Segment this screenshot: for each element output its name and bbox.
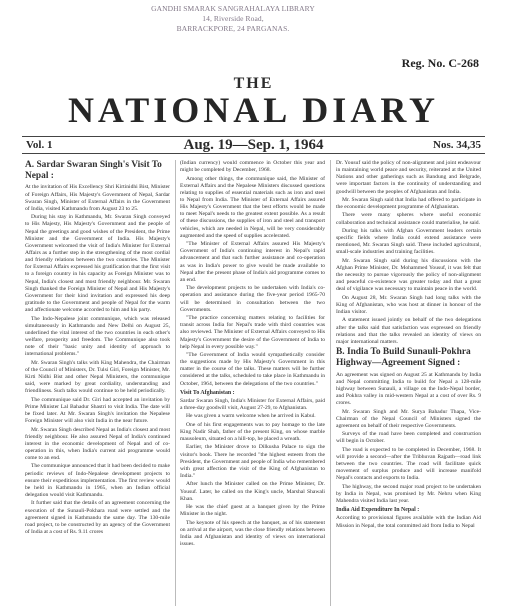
library-stamp [138,4,328,44]
lead-paragraph: At the invitation of His Excellency Shri Kirtinidhi Bist, Minister of Foreign Affairs, His Majesty's Government of Nepal, Sardar Swaran Singh, Minister of External Affairs in the Government of India, visited Kathmandu from August 23 to 25. [25,184,170,212]
paragraph: "The Government of India would sympathetically consider the suggestions made by His Majesty's Government in this matter in the course of the talks. These matters will be further considered at the talks, scheduled to take place in Kathmandu in October, 1964, between the delegations of the two countries." [180,352,325,387]
paragraph: Earlier, the Minister drove to Dilkusha Palace to sign the visitor's book. There he recorded "the highest esteem from the President, the Government and people of India who remembered with great affection the visit of the King of Afghanistan to India." [180,444,325,480]
paragraph: During his talks with Afghan Government leaders certain specific fields where India could extend assistance were mentioned, Mr. Swaran Singh said. These included agricultural, small-scale industries and training facilities. [336,227,481,256]
masthead-kicker: THE [233,75,274,92]
paragraph: During his stay in Kathmandu, Mr. Swaran Singh conveyed to His Majesty, His Majesty's Government and the people of Nepal the greetings and good wishes of the President, the Prime Minister and the Government of India. His Majesty's Government welcomed the visit of India's Minister for External Affairs as a further step in the strengthening of the most cordial and friendly relations between the two countries. The Minister for External Affairs expressed his gratification that the first visit to a foreign country in his capacity as Foreign Minister was to Nepal, India's closest and most friendly neighbour. Mr. Swaran Singh thanked the Foreign Minister of Nepal and His Majesty's Government for their kind invitation and expressed his deep gratitude to the Government and people of Nepal for the warm and affectionate welcome accorded to him and his party. [25,214,170,314]
masthead-rule-bottom [22,153,485,154]
paragraph: According to provisional figures available with the Indian Aid Mission in Nepal, the total committed aid from India to Nepal [336,515,481,529]
paragraph: Among other things, the communique said, the Minister of External Affairs and the Nepalese Ministers discussed questions relating to supplies of essential materials such as iron and steel to Nepal from India. The Minister of External Affairs assured His Majesty's Government that the best efforts would be made to meet Nepal's needs to the greatest extent possible. As a result of these discussions, the supplies of iron and steel and transport vehicles, which are needed in Nepal, will be very considerably augmented and the speed of supplies accelerated. [180,175,325,239]
paragraph: Sardar Swaran Singh, India's Minister for External Affairs, paid a three-day goodwill visit, August 27-29, to Afghanistan. [180,397,325,412]
column-2 [180,160,325,606]
paragraph: Surveys of the road have been completed and construction will begin in October. [336,431,481,445]
registration-number: Reg. No. C-268 [401,56,479,70]
subhead-india-aid-expenditure: India Aid Expenditure In Nepal : [336,507,420,514]
paragraph: One of his first engagements was to pay homage to the late King Nadir Shah, father of the present King, on whose marble mausoleum, situated on a hill-top, he placed a wreath. [180,421,325,443]
paragraph: The highway, the second major road project to be undertaken by India in Nepal, was promised by Mr. Nehru when King Mahendra visited India last year. [336,483,481,505]
headline-nepal-visit: A. Sardar Swaran Singh's Visit To Nepal : [25,160,162,182]
paragraph: Mr. Swaran Singh said that India had offered to participate in the economic development programme of Afghanistan. [336,196,481,211]
stamp-line-1: GANDHI SMARAK SANGRAHALAYA LIBRARY [151,4,315,13]
headline-sunauli-pokhra-highway: B. India To Build Sunauli-Pokhra Highway—Agreement Signed : [336,347,471,369]
paragraph: Mr. Swaran Singh and Mr. Surya Bahadur Thapa, Vice-Chairman of the Nepal Council of Ministers signed the agreement on behalf of their respective Governments. [336,408,481,429]
paragraph: The communique announced that it had been decided to make periodic reviews of Indo-Nepalese development projects to ensure their expeditious implementation. The first review would be held in Kathmandu in 1965, when an Indian official delegation would visit Kathmandu. [25,463,170,499]
paragraph: Dr. Yousuf said the policy of non-alignment and joint endeavour in maintaining world peace and security, reiterated at the United Nations and other gatherings such as Bandung and Belgrade, were important factors in the continuity of understanding and goodwill between the peoples of Afghanistan and India. [336,160,481,195]
paragraph: Mr. Swaran Singh's talks with King Mahendra, the Chairman of the Council of Ministers, Dr. Tulsi Giri, Foreign Minister, Mr. Kirti Nidhi Bist and other Nepal Ministers, the communique said, were marked by great cordiality, understanding and friendliness. Such talks would continue to be held periodically. [25,359,170,395]
issue-numbers: Nos. 34,35 [433,139,481,151]
column-1 [25,160,170,606]
paragraph: The Indo-Nepalese joint communique, which was released simultaneously in Kathmandu and New Delhi on August 25, underlined the vital interest of the two countries in each other's welfare, prosperity and freedom. The Communique also took note of their "basic unity and identity of approach to international problems." [25,315,170,358]
paragraph: An agreement was signed on August 25 at Kathmandu by India and Nepal committing India to build for Nepal a 128-mile highway between Sunauli, a village on the Indo-Nepal border, and Pokhra valley in mid-western Nepal at a cost of over Rs. 9 crores. [336,371,481,407]
paragraph: On August 28, Mr. Swaran Singh had long talks with the King of Afghanistan, who was host at dinner in honour of the Indian visitor. [336,294,481,316]
paragraph: There were many spheres where useful economic collaboration and technical assistance could materialise, he said. [336,212,481,226]
paragraph: The keynote of his speech at the banquet, as of his statement on arrival at the airport, was the close friendly relations between India and Afghanistan and identity of views on international issues. [180,519,325,548]
paragraph: (Indian currency) would commence in October this year and might be completed by December, 1968. [180,160,325,174]
paragraph: It further said that the details of an agreement concerning the execution of the Sunauli-Pokhara road were settled and the agreement signed in Kathmandu the same day. The 130-mile road project, to be constructed by an agency of the Government of India at a cost of Rs. 9.11 crores [25,500,170,536]
issue-volume: Vol. 1 [26,139,53,151]
article-columns [25,160,482,606]
paragraph: Mr. Swaran Singh said during his discussions with the Afghan Prime Minister, Dr. Mohammed Yousuf, it was felt that the necessity to pursue vigorously the policy of non-alignment and peaceful co-existence was greater today and that a great deal of vigilance was necessary to maintain peace in the world. [336,257,481,293]
paragraph: The road is expected to be completed in December, 1968. It will provide a second—after the Tribhuvan Rajpath—road link between the two countries. The road will facilitate quick movement of surplus produce and will increase manifold Nepal's contacts and exports to India. [336,446,481,482]
subhead-afghanistan-visit: Visit To Afghanistan : [180,389,235,396]
paragraph: "The practice concerning matters relating to facilities for transit across India for Nepal's trade with third countries was also reviewed. The Minister of External Affairs conveyed to His Majesty's Government the desire of the Government of India to help Nepal in every possible way." [180,315,325,350]
column-3 [336,160,481,606]
paragraph: A statement issued jointly on behalf of the two delegations after the talks said that satisfaction was expressed on friendly relations and that the talks revealed an identity of views on major international matters. [336,317,481,345]
stamp-line-2: 14, Riverside Road, [202,14,264,23]
paragraph: He was given a warm welcome when he arrived in Kabul. [186,413,316,420]
paragraph: After lunch the Minister called on the Prime Minister, Dr. Yousuf. Later, he called on the King's uncle, Marshal Shawali Khan. [180,481,325,502]
stamp-line-3: BARRACKPORE, 24 PARGANAS. [176,24,290,33]
paragraph: He was the chief guest at a banquet given by the Prime Minister in the night. [180,504,325,518]
paragraph: Mr. Swaran Singh described Nepal as India's closest and most friendly neighbour. He also assured Nepal of India's continued interest in the economic development of Nepal and of co-operation in this, when India's current aid programme would come to an end. [25,426,170,462]
paragraph: The communique said Dr. Giri had accepted an invitation by Prime Minister Lal Bahadur Shastri to visit India. The date will be fixed later. At Mr. Swaran Singh's invitation the Nepalese Foreign Minister will also visit India in the near future. [25,396,170,425]
issue-dates: Aug. 19—Sep. 1, 1964 [183,137,324,153]
issue-bar [26,137,481,153]
paragraph: "The Minister of External Affairs assured His Majesty's Government of India's continuing interest in Nepal's rapid advancement and that such further assistance and co-operation as was in India's power to give would be made available to Nepal after the present phase of India's aid programme comes to an end. [180,241,325,283]
masthead-title: NATIONAL DIARY [67,90,440,130]
paragraph: The development projects to be undertaken with India's co-operation and assistance during the five-year period 1965-70 will be determined in consultation between the two Governments. [180,285,325,313]
